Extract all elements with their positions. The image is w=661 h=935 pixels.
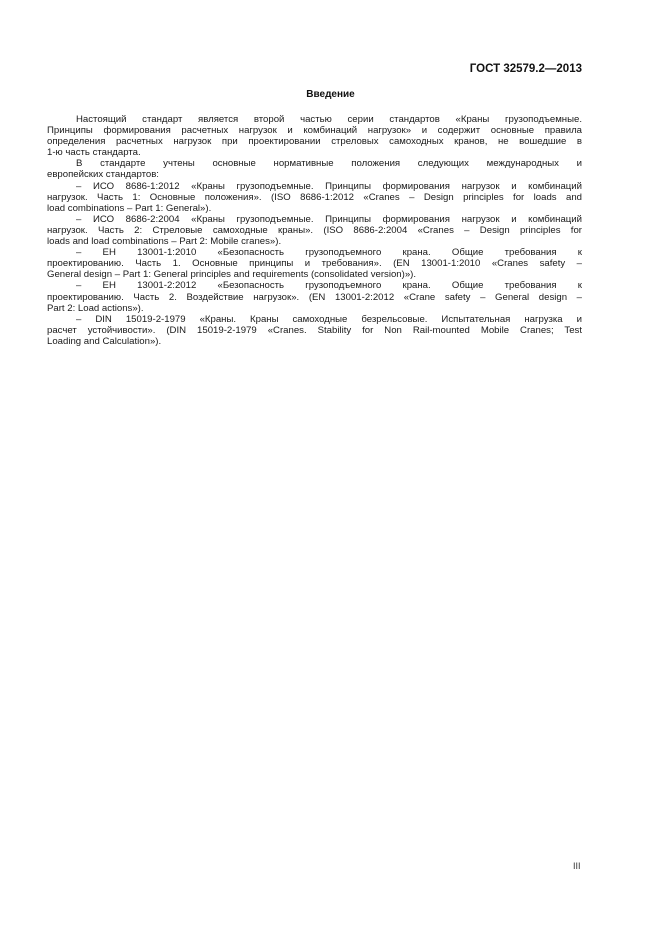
text-line: нагрузок. Часть 1: Основные положения». (ISO 8686-1:2012 «Cranes – Design principles for loads and [47, 191, 582, 203]
text-line: Принципы формирования расчетных нагрузок и комбинаций нагрузок» и содержит основные правила [47, 125, 582, 137]
list-item-en-13001-1 [47, 247, 582, 280]
text-line: нагрузок. Часть 2: Стреловые самоходные краны». (ISO 8686-2:2004 «Cranes – Design principles for [47, 224, 582, 236]
paragraph-intro [47, 114, 582, 158]
text-line: 1-ю часть стандарта. [47, 147, 141, 159]
paragraph-standards-intro [47, 158, 582, 180]
text-line: General design – Part 1: General principles and requirements (consolidated version)»). [47, 269, 417, 281]
text-line: Настоящий стандарт является второй частью серии стандартов «Краны грузоподъемные. [76, 114, 582, 125]
list-item-iso-8686-2 [47, 214, 582, 247]
text-line: – ИСО 8686-2:2004 «Краны грузоподъемные. Принципы формирования нагрузок и комбинаций [76, 213, 582, 225]
text-line: проектированию. Часть 2. Воздействие нагрузок». (EN 13001-2:2012 «Crane safety – General design – [47, 291, 582, 303]
document-body [47, 114, 582, 347]
text-line: проектированию. Часть 1. Основные принципы и требования». (EN 13001-1:2010 «Cranes safety – [47, 258, 582, 270]
text-line: loads and load combinations – Part 2: Mobile cranes»). [47, 236, 282, 248]
list-item-en-13001-2 [47, 280, 582, 313]
text-line: расчет устойчивости». (DIN 15019-2-1979 «Cranes. Stability for Non Rail-mounted Mobile Cranes; Test [47, 324, 582, 336]
text-line: В стандарте учтены основные нормативные положения следующих международных и [76, 158, 582, 170]
text-line: европейских стандартов: [47, 169, 159, 181]
text-line: Part 2: Load actions»). [47, 302, 144, 314]
list-item-iso-8686-1 [47, 181, 582, 214]
text-line: определения расчетных нагрузок при проектировании стреловых самоходных кранов, не вошедшие в [47, 136, 582, 148]
document-code: ГОСТ 32579.2—2013 [469, 63, 582, 75]
list-item-din-15019-2 [47, 314, 582, 347]
page-number: III [573, 861, 581, 871]
text-line: – ИСО 8686-1:2012 «Краны грузоподъемные. Принципы формирования нагрузок и комбинаций [76, 180, 582, 192]
text-line: – DIN 15019-2-1979 «Краны. Краны самоходные безрельсовые. Испытательная нагрузка и [76, 313, 582, 325]
text-line: Loading and Calculation»). [47, 335, 162, 347]
text-line: – ЕН 13001-1:2010 «Безопасность грузоподъемного крана. Общие требования к [76, 247, 582, 259]
text-line: – ЕН 13001-2:2012 «Безопасность грузоподъемного крана. Общие требования к [76, 280, 582, 292]
section-title: Введение [306, 89, 355, 100]
text-line: load combinations – Part 1: General»). [47, 202, 212, 214]
